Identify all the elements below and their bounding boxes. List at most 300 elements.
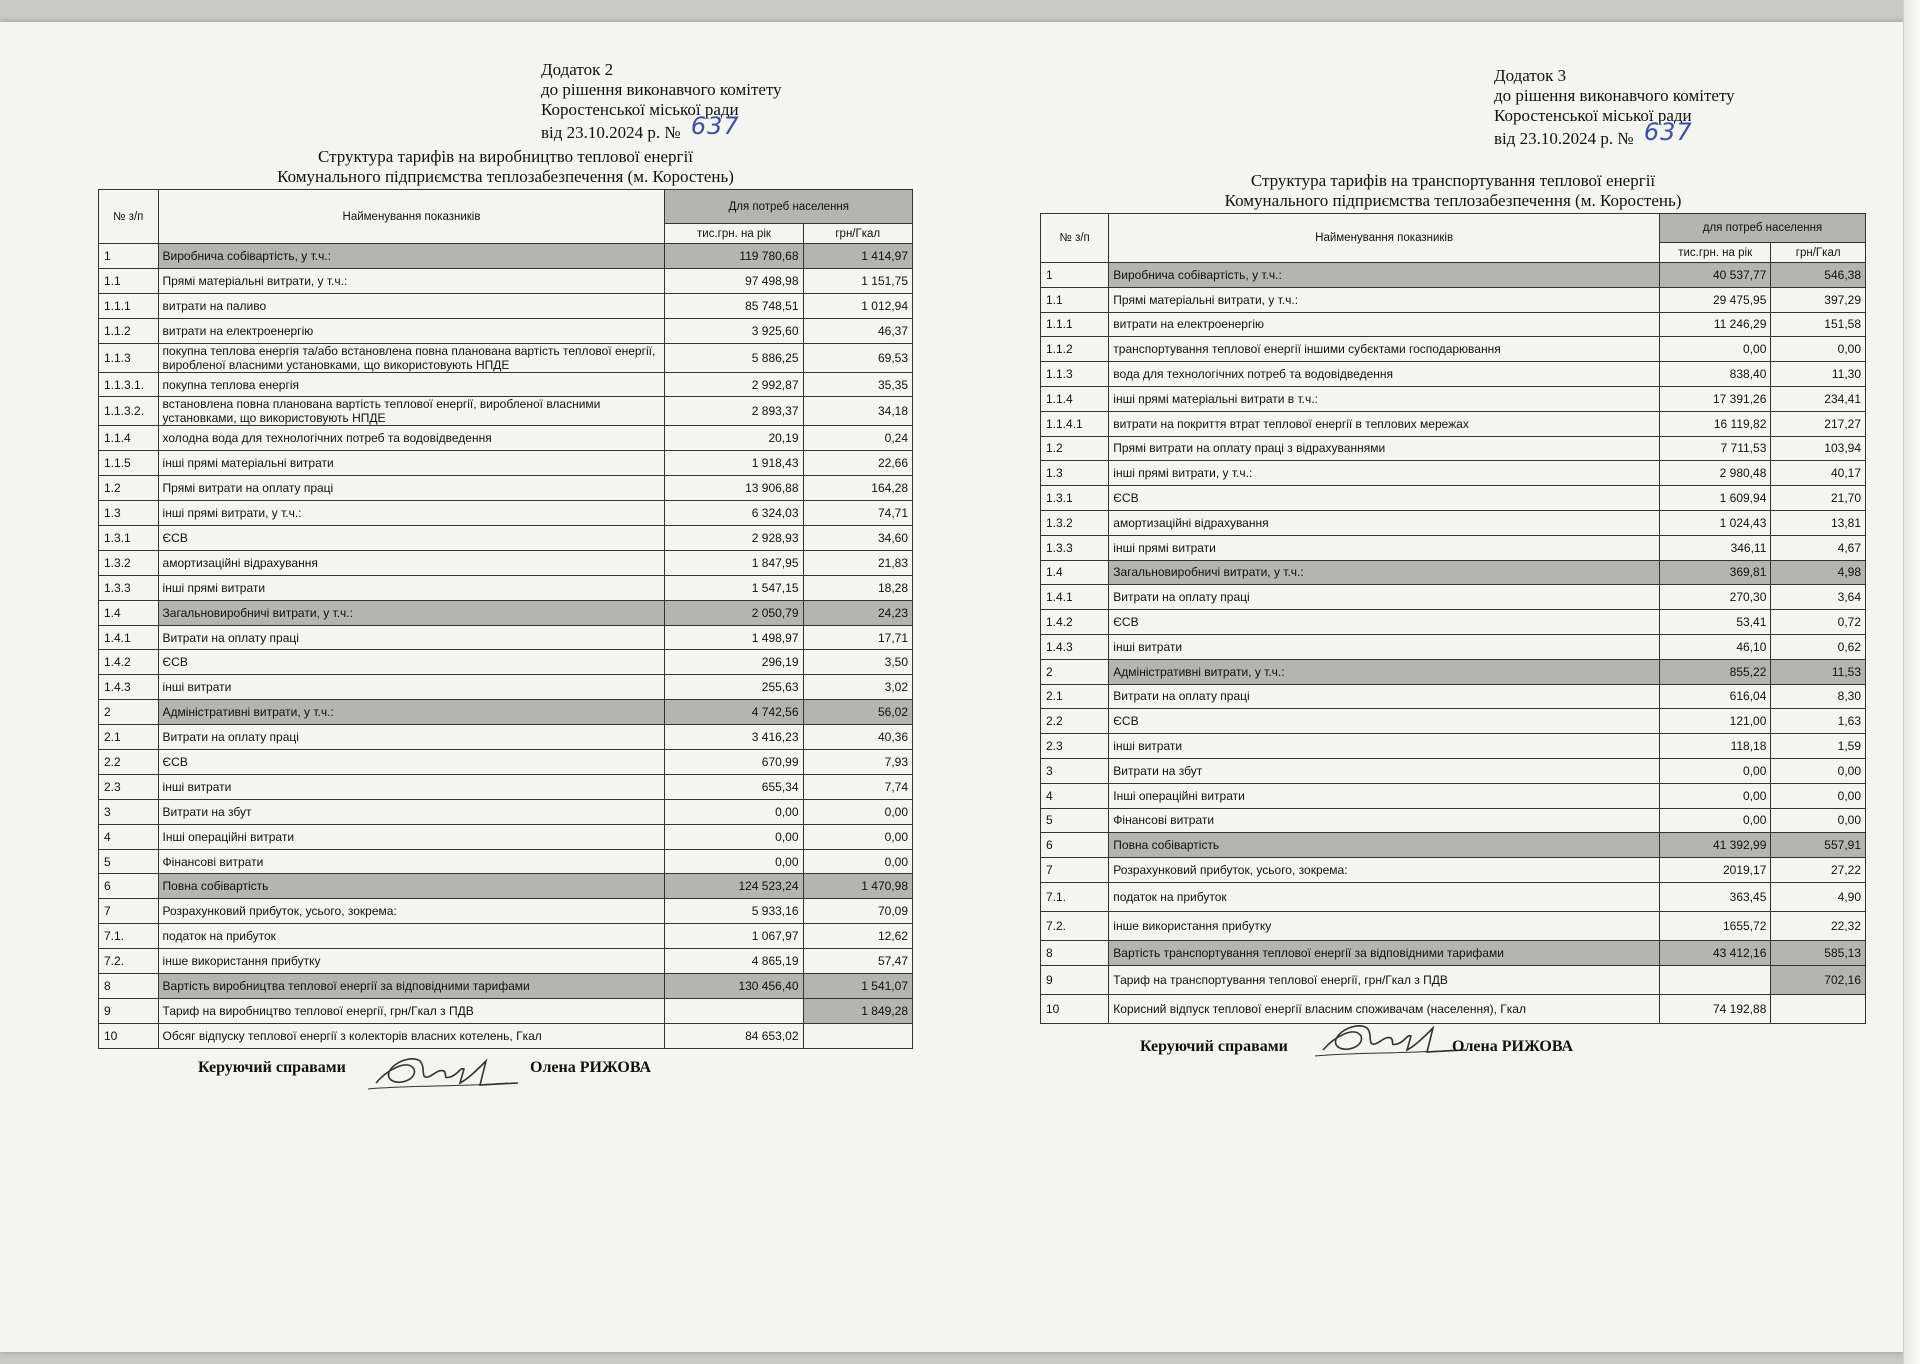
table-row	[1041, 362, 1866, 387]
row-value-uah-per-gcal: 27,22	[1771, 858, 1866, 883]
right-handwritten-signature	[1315, 1006, 1475, 1062]
row-indicator-name: Інші операційні витрати	[158, 824, 665, 849]
row-value-thousand-uah: 2 992,87	[665, 372, 803, 397]
table-row	[99, 476, 913, 501]
row-indicator-name: транспортування теплової енергії іншими субєктами господарювання	[1109, 337, 1660, 362]
row-value-thousand-uah: 85 748,51	[665, 293, 803, 318]
row-indicator-name: Обсяг відпуску теплової енергії з колекторів власних котелень, Гкал	[158, 1023, 665, 1048]
table-row	[1041, 709, 1866, 734]
right-header-group: для потреб населення	[1659, 214, 1865, 243]
row-number: 1.1.5	[99, 451, 159, 476]
row-value-uah-per-gcal: 70,09	[803, 899, 913, 924]
row-value-thousand-uah: 121,00	[1659, 709, 1770, 734]
row-number: 1.4.1	[99, 625, 159, 650]
row-indicator-name: Тариф на транспортування теплової енергії, грн/Гкал з ПДВ	[1109, 965, 1660, 994]
table-row	[1041, 783, 1866, 808]
row-value-thousand-uah: 53,41	[1659, 610, 1770, 635]
table-row	[99, 799, 913, 824]
row-indicator-name: амортизаційні відрахування	[158, 550, 665, 575]
table-row	[1041, 312, 1866, 337]
row-value-thousand-uah: 7 711,53	[1659, 436, 1770, 461]
row-value-thousand-uah: 130 456,40	[665, 974, 803, 999]
row-indicator-name: податок на прибуток	[158, 924, 665, 949]
row-value-thousand-uah: 855,22	[1659, 659, 1770, 684]
right-signature-name: Олена РИЖОВА	[1452, 1037, 1574, 1055]
row-value-uah-per-gcal: 0,62	[1771, 634, 1866, 659]
right-addendum-line-3: Коростенської міської ради	[1494, 106, 1692, 125]
table-row	[99, 750, 913, 775]
row-value-uah-per-gcal: 34,60	[803, 526, 913, 551]
row-number: 9	[1041, 965, 1109, 994]
row-value-uah-per-gcal: 0,00	[803, 849, 913, 874]
row-value-uah-per-gcal	[1771, 994, 1866, 1023]
table-row	[99, 268, 913, 293]
row-number: 1.1.3.1.	[99, 372, 159, 397]
right-header-col2: грн/Гкал	[1771, 243, 1866, 263]
row-indicator-name: Витрати на оплату праці	[1109, 684, 1660, 709]
row-number: 1.4.1	[1041, 585, 1109, 610]
row-number: 1	[1041, 263, 1109, 288]
row-value-thousand-uah: 0,00	[1659, 337, 1770, 362]
row-value-thousand-uah: 124 523,24	[665, 874, 803, 899]
row-indicator-name: податок на прибуток	[1109, 882, 1660, 911]
row-indicator-name: ЄСВ	[158, 750, 665, 775]
left-header-col2: грн/Гкал	[803, 224, 913, 244]
right-signature-block	[1040, 1036, 1866, 1076]
row-indicator-name: інші прямі витрати	[1109, 535, 1660, 560]
row-value-thousand-uah: 0,00	[665, 849, 803, 874]
table-row	[1041, 386, 1866, 411]
right-title-line-2: Комунального підприємства теплозабезпечення (м. Коростень)	[1224, 191, 1682, 210]
row-number: 1.1.4.1	[1041, 411, 1109, 436]
table-row	[1041, 461, 1866, 486]
table-row	[99, 924, 913, 949]
row-value-uah-per-gcal: 557,91	[1771, 833, 1866, 858]
row-indicator-name: Розрахунковий прибуток, усього, зокрема:	[158, 899, 665, 924]
row-value-thousand-uah: 2 928,93	[665, 526, 803, 551]
row-value-thousand-uah: 0,00	[665, 824, 803, 849]
row-number: 1.4	[99, 600, 159, 625]
row-value-uah-per-gcal: 4,67	[1771, 535, 1866, 560]
left-addendum-line-3: Коростенської міської ради	[541, 100, 739, 119]
row-value-uah-per-gcal: 40,17	[1771, 461, 1866, 486]
table-row	[1041, 287, 1866, 312]
row-value-uah-per-gcal: 164,28	[803, 476, 913, 501]
row-value-thousand-uah: 41 392,99	[1659, 833, 1770, 858]
row-indicator-name: Прямі матеріальні витрати, у т.ч.:	[158, 268, 665, 293]
row-indicator-name: Витрати на оплату праці	[158, 725, 665, 750]
row-indicator-name: Загальновиробничі витрати, у т.ч.:	[158, 600, 665, 625]
row-indicator-name: ЄСВ	[1109, 709, 1660, 734]
row-indicator-name: Інші операційні витрати	[1109, 783, 1660, 808]
row-indicator-name: інші прямі витрати, у т.ч.:	[158, 501, 665, 526]
row-number: 10	[99, 1023, 159, 1048]
row-indicator-name: Загальновиробничі витрати, у т.ч.:	[1109, 560, 1660, 585]
row-value-uah-per-gcal: 0,24	[803, 426, 913, 451]
row-number: 2.1	[1041, 684, 1109, 709]
row-number: 1.3.2	[1041, 510, 1109, 535]
row-number: 8	[99, 974, 159, 999]
table-row	[1041, 758, 1866, 783]
row-value-thousand-uah: 5 933,16	[665, 899, 803, 924]
row-indicator-name: інше використання прибутку	[158, 949, 665, 974]
table-row	[1041, 610, 1866, 635]
row-indicator-name: Витрати на оплату праці	[1109, 585, 1660, 610]
row-value-uah-per-gcal: 11,53	[1771, 659, 1866, 684]
table-row	[99, 899, 913, 924]
row-indicator-name: інші прямі витрати	[158, 575, 665, 600]
left-header-group: Для потреб населення	[665, 190, 913, 224]
row-value-thousand-uah: 2 980,48	[1659, 461, 1770, 486]
left-signature-name: Олена РИЖОВА	[530, 1058, 652, 1076]
row-number: 3	[1041, 758, 1109, 783]
row-value-uah-per-gcal: 0,00	[1771, 783, 1866, 808]
row-value-uah-per-gcal: 0,00	[1771, 337, 1866, 362]
row-indicator-name: ЄСВ	[1109, 486, 1660, 511]
table-row	[99, 501, 913, 526]
left-title-line-2: Комунального підприємства теплозабезпечення (м. Коростень)	[277, 167, 734, 186]
table-row	[1041, 337, 1866, 362]
row-number: 2.2	[99, 750, 159, 775]
left-title	[98, 147, 913, 187]
table-row	[99, 675, 913, 700]
row-value-uah-per-gcal: 8,30	[1771, 684, 1866, 709]
row-value-uah-per-gcal: 1 151,75	[803, 268, 913, 293]
left-tariff-table	[98, 189, 913, 1049]
row-indicator-name: Фінансові витрати	[1109, 808, 1660, 833]
row-indicator-name: інші прямі матеріальні витрати	[158, 451, 665, 476]
left-title-line-1: Структура тарифів на виробництво теплової енергії	[318, 147, 693, 166]
right-header-num: № з/п	[1041, 214, 1109, 263]
right-addendum	[1494, 66, 1866, 149]
left-header-num: № з/п	[99, 190, 159, 244]
row-value-thousand-uah: 346,11	[1659, 535, 1770, 560]
table-row	[1041, 965, 1866, 994]
row-value-uah-per-gcal: 103,94	[1771, 436, 1866, 461]
row-value-uah-per-gcal: 22,66	[803, 451, 913, 476]
row-value-uah-per-gcal: 151,58	[1771, 312, 1866, 337]
row-value-thousand-uah: 270,30	[1659, 585, 1770, 610]
row-value-uah-per-gcal: 3,64	[1771, 585, 1866, 610]
row-value-uah-per-gcal: 17,71	[803, 625, 913, 650]
row-value-uah-per-gcal: 3,50	[803, 650, 913, 675]
row-value-uah-per-gcal: 1 414,97	[803, 244, 913, 269]
row-number: 1.2	[99, 476, 159, 501]
row-indicator-name: Витрати на оплату праці	[158, 625, 665, 650]
table-row	[1041, 634, 1866, 659]
row-value-uah-per-gcal: 3,02	[803, 675, 913, 700]
row-value-uah-per-gcal: 40,36	[803, 725, 913, 750]
row-indicator-name: Витрати на збут	[1109, 758, 1660, 783]
row-value-uah-per-gcal: 702,16	[1771, 965, 1866, 994]
left-date-text: від 23.10.2024 р. №	[541, 123, 681, 142]
row-value-thousand-uah: 296,19	[665, 650, 803, 675]
row-number: 2	[99, 700, 159, 725]
row-number: 10	[1041, 994, 1109, 1023]
row-value-thousand-uah: 0,00	[1659, 783, 1770, 808]
row-number: 1.2	[1041, 436, 1109, 461]
row-value-thousand-uah: 4 865,19	[665, 949, 803, 974]
row-value-uah-per-gcal: 1 541,07	[803, 974, 913, 999]
row-value-uah-per-gcal: 13,81	[1771, 510, 1866, 535]
row-value-thousand-uah: 670,99	[665, 750, 803, 775]
row-value-uah-per-gcal: 7,74	[803, 774, 913, 799]
right-header-name: Найменування показників	[1109, 214, 1660, 263]
row-indicator-name: інші витрати	[158, 675, 665, 700]
row-indicator-name: інші витрати	[1109, 734, 1660, 759]
row-indicator-name: витрати на покриття втрат теплової енергії в теплових мережах	[1109, 411, 1660, 436]
row-indicator-name: покупна теплова енергія та/або встановлена повна планована вартість теплової енергії, виробленої власними установками, що використовують НПДЕ	[158, 343, 665, 372]
row-value-thousand-uah: 1 918,43	[665, 451, 803, 476]
row-indicator-name: Виробнича собівартість, у т.ч.:	[158, 244, 665, 269]
left-date-line	[541, 112, 913, 143]
right-title-line-1: Структура тарифів на транспортування теплової енергії	[1250, 171, 1656, 190]
left-handwritten-signature	[368, 1039, 528, 1095]
table-row	[99, 293, 913, 318]
row-value-uah-per-gcal: 21,83	[803, 550, 913, 575]
row-value-uah-per-gcal: 35,35	[803, 372, 913, 397]
left-signature-block	[98, 1057, 913, 1097]
row-value-thousand-uah: 1 024,43	[1659, 510, 1770, 535]
row-number: 1.1.3	[1041, 362, 1109, 387]
table-row	[99, 774, 913, 799]
left-page	[98, 60, 913, 1097]
row-value-uah-per-gcal: 21,70	[1771, 486, 1866, 511]
row-number: 1.1.1	[1041, 312, 1109, 337]
row-number: 1.4.2	[1041, 610, 1109, 635]
right-date-text: від 23.10.2024 р. №	[1494, 129, 1634, 148]
row-value-thousand-uah: 255,63	[665, 675, 803, 700]
row-value-thousand-uah: 46,10	[1659, 634, 1770, 659]
row-value-uah-per-gcal	[803, 1023, 913, 1048]
row-value-uah-per-gcal: 46,37	[803, 318, 913, 343]
table-row	[99, 725, 913, 750]
row-value-thousand-uah: 2019,17	[1659, 858, 1770, 883]
table-row	[1041, 882, 1866, 911]
table-row	[1041, 684, 1866, 709]
row-value-thousand-uah: 838,40	[1659, 362, 1770, 387]
row-value-uah-per-gcal: 18,28	[803, 575, 913, 600]
row-value-thousand-uah: 2 050,79	[665, 600, 803, 625]
row-value-thousand-uah: 29 475,95	[1659, 287, 1770, 312]
row-value-uah-per-gcal: 1,59	[1771, 734, 1866, 759]
row-value-thousand-uah: 119 780,68	[665, 244, 803, 269]
right-addendum-line-2: до рішення виконавчого комітету	[1494, 86, 1735, 105]
row-number: 7.2.	[99, 949, 159, 974]
row-number: 2.3	[1041, 734, 1109, 759]
table-row	[1041, 808, 1866, 833]
row-value-thousand-uah: 1 067,97	[665, 924, 803, 949]
table-row	[99, 451, 913, 476]
row-value-uah-per-gcal: 11,30	[1771, 362, 1866, 387]
row-number: 7.1.	[1041, 882, 1109, 911]
left-header-name: Найменування показників	[158, 190, 665, 244]
row-value-thousand-uah: 655,34	[665, 774, 803, 799]
row-value-uah-per-gcal: 1,63	[1771, 709, 1866, 734]
row-value-thousand-uah: 16 119,82	[1659, 411, 1770, 436]
row-number: 1.1.2	[99, 318, 159, 343]
table-row	[1041, 486, 1866, 511]
table-row	[1041, 510, 1866, 535]
row-number: 1.1.2	[1041, 337, 1109, 362]
row-value-uah-per-gcal: 0,00	[1771, 758, 1866, 783]
row-value-uah-per-gcal: 4,90	[1771, 882, 1866, 911]
row-value-thousand-uah: 5 886,25	[665, 343, 803, 372]
row-value-thousand-uah: 3 416,23	[665, 725, 803, 750]
row-number: 6	[1041, 833, 1109, 858]
row-value-thousand-uah: 4 742,56	[665, 700, 803, 725]
row-value-thousand-uah: 1655,72	[1659, 911, 1770, 940]
row-value-uah-per-gcal: 546,38	[1771, 263, 1866, 288]
left-header-col1: тис.грн. на рік	[665, 224, 803, 244]
table-row	[99, 575, 913, 600]
table-row	[99, 426, 913, 451]
left-addendum	[541, 60, 913, 143]
row-number: 2	[1041, 659, 1109, 684]
row-indicator-name: витрати на паливо	[158, 293, 665, 318]
row-number: 1.1.4	[99, 426, 159, 451]
right-decision-number: 637	[1643, 118, 1693, 146]
table-row	[1041, 833, 1866, 858]
row-number: 1.1.1	[99, 293, 159, 318]
row-indicator-name: Вартість транспортування теплової енергії за відповідними тарифами	[1109, 940, 1660, 965]
row-value-uah-per-gcal: 7,93	[803, 750, 913, 775]
row-value-thousand-uah: 13 906,88	[665, 476, 803, 501]
row-value-uah-per-gcal: 0,72	[1771, 610, 1866, 635]
row-indicator-name: інші прямі матеріальні витрати в т.ч.:	[1109, 386, 1660, 411]
table-row	[99, 244, 913, 269]
row-number: 7.2.	[1041, 911, 1109, 940]
row-indicator-name: Прямі матеріальні витрати, у т.ч.:	[1109, 287, 1660, 312]
row-indicator-name: покупна теплова енергія	[158, 372, 665, 397]
row-value-thousand-uah: 363,45	[1659, 882, 1770, 911]
row-number: 9	[99, 998, 159, 1023]
row-indicator-name: Повна собівартість	[1109, 833, 1660, 858]
table-row	[99, 550, 913, 575]
row-indicator-name: витрати на електроенергію	[158, 318, 665, 343]
row-value-uah-per-gcal: 12,62	[803, 924, 913, 949]
table-row	[1041, 411, 1866, 436]
table-row	[99, 874, 913, 899]
row-value-uah-per-gcal: 397,29	[1771, 287, 1866, 312]
row-value-uah-per-gcal: 57,47	[803, 949, 913, 974]
row-number: 1.1.3.2.	[99, 397, 159, 426]
row-number: 1.3.2	[99, 550, 159, 575]
table-row	[1041, 940, 1866, 965]
row-indicator-name: ЄСВ	[158, 526, 665, 551]
table-row	[1041, 436, 1866, 461]
table-row	[99, 600, 913, 625]
table-row	[99, 700, 913, 725]
row-number: 2.1	[99, 725, 159, 750]
table-row	[99, 526, 913, 551]
row-number: 1.1.3	[99, 343, 159, 372]
table-row	[99, 824, 913, 849]
row-value-uah-per-gcal: 0,00	[1771, 808, 1866, 833]
left-addendum-line-1: Додаток 2	[541, 60, 614, 79]
row-number: 1.1.4	[1041, 386, 1109, 411]
row-value-thousand-uah: 84 653,02	[665, 1023, 803, 1048]
row-value-uah-per-gcal: 217,27	[1771, 411, 1866, 436]
right-header-col1: тис.грн. на рік	[1659, 243, 1770, 263]
row-value-uah-per-gcal: 74,71	[803, 501, 913, 526]
right-signature-position: Керуючий справами	[1140, 1037, 1288, 1055]
row-indicator-name: Адміністративні витрати, у т.ч.:	[1109, 659, 1660, 684]
row-number: 1	[99, 244, 159, 269]
row-value-uah-per-gcal: 1 012,94	[803, 293, 913, 318]
right-table-body	[1041, 263, 1866, 1024]
row-value-thousand-uah: 40 537,77	[1659, 263, 1770, 288]
left-addendum-line-2: до рішення виконавчого комітету	[541, 80, 782, 99]
row-value-thousand-uah: 97 498,98	[665, 268, 803, 293]
row-indicator-name: Корисний відпуск теплової енергії власним споживачам (населення), Гкал	[1109, 994, 1660, 1023]
row-indicator-name: Прямі витрати на оплату праці	[158, 476, 665, 501]
row-number: 1.1	[1041, 287, 1109, 312]
left-table-body	[99, 244, 913, 1049]
row-number: 1.3.3	[1041, 535, 1109, 560]
row-value-thousand-uah: 616,04	[1659, 684, 1770, 709]
row-value-thousand-uah: 43 412,16	[1659, 940, 1770, 965]
row-number: 8	[1041, 940, 1109, 965]
row-value-uah-per-gcal: 22,32	[1771, 911, 1866, 940]
row-number: 1.3	[1041, 461, 1109, 486]
row-indicator-name: ЄСВ	[158, 650, 665, 675]
row-number: 1.1	[99, 268, 159, 293]
right-addendum-line-1: Додаток 3	[1494, 66, 1567, 85]
row-number: 2.2	[1041, 709, 1109, 734]
row-indicator-name: витрати на електроенергію	[1109, 312, 1660, 337]
row-indicator-name: інші прямі витрати, у т.ч.:	[1109, 461, 1660, 486]
table-row	[99, 372, 913, 397]
row-value-thousand-uah: 2 893,37	[665, 397, 803, 426]
table-row	[99, 397, 913, 426]
row-value-uah-per-gcal: 585,13	[1771, 940, 1866, 965]
row-indicator-name: Тариф на виробництво теплової енергії, грн/Гкал з ПДВ	[158, 998, 665, 1023]
row-indicator-name: інші витрати	[1109, 634, 1660, 659]
row-number: 1.3.1	[1041, 486, 1109, 511]
row-indicator-name: інші витрати	[158, 774, 665, 799]
row-value-thousand-uah: 6 324,03	[665, 501, 803, 526]
row-number: 1.4.2	[99, 650, 159, 675]
row-number: 7	[99, 899, 159, 924]
row-value-uah-per-gcal: 4,98	[1771, 560, 1866, 585]
table-row	[99, 343, 913, 372]
table-row	[99, 849, 913, 874]
row-number: 7	[1041, 858, 1109, 883]
table-row	[1041, 911, 1866, 940]
row-value-uah-per-gcal: 1 849,28	[803, 998, 913, 1023]
row-number: 5	[1041, 808, 1109, 833]
row-value-uah-per-gcal: 0,00	[803, 799, 913, 824]
row-number: 1.3.1	[99, 526, 159, 551]
row-indicator-name: вода для технологічних потреб та водовідведення	[1109, 362, 1660, 387]
row-number: 4	[99, 824, 159, 849]
table-row	[1041, 263, 1866, 288]
right-page	[1040, 66, 1866, 1076]
table-row	[1041, 659, 1866, 684]
table-row	[99, 650, 913, 675]
row-value-thousand-uah: 1 847,95	[665, 550, 803, 575]
row-value-thousand-uah: 118,18	[1659, 734, 1770, 759]
table-row	[1041, 560, 1866, 585]
row-indicator-name: Витрати на збут	[158, 799, 665, 824]
row-value-thousand-uah: 74 192,88	[1659, 994, 1770, 1023]
table-row	[99, 949, 913, 974]
right-date-line	[1494, 118, 1866, 149]
row-indicator-name: Прямі витрати на оплату праці з відрахуваннями	[1109, 436, 1660, 461]
row-indicator-name: інше використання прибутку	[1109, 911, 1660, 940]
row-value-thousand-uah: 369,81	[1659, 560, 1770, 585]
